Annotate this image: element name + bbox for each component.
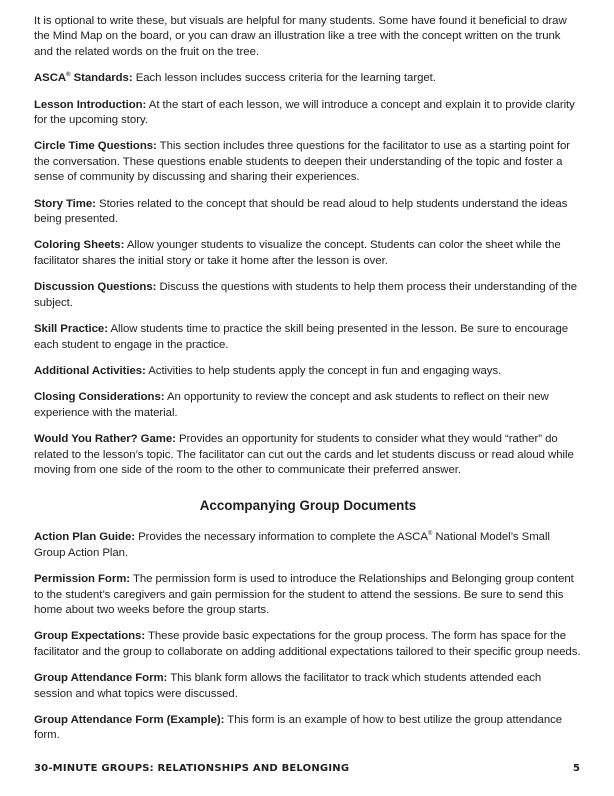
page-footer [34,762,580,778]
page-content [34,14,582,755]
item-term: Circle Time Questions: [34,140,157,153]
item-term: Group Expectations: [34,630,146,643]
item-description: Discuss the questions with students to help them process their understanding of the subject. [34,281,578,309]
item-coloring-sheets [34,238,582,269]
item-description: Provides the necessary information to complete the ASCA® National Model’s Small Group Action Plan. [34,531,550,559]
page-number: 5 [573,763,580,774]
item-description: These provide basic expectations for the group process. The form has space for the facilitator and the group to collaborate on adding additional expectations tailored to their specific group needs. [34,630,581,658]
item-group-expectations [34,629,582,660]
item-term: Lesson Introduction: [34,98,147,111]
item-description: Allow students time to practice the skill being presented in the lesson. Be sure to encourage each student to engage in the practice. [34,323,569,351]
footer-book-title: 30-MINUTE GROUPS: RELATIONSHIPS AND BELONGING [34,763,350,774]
item-action-plan-guide [34,530,582,561]
item-description: Allow younger students to visualize the concept. Students can color the sheet while the facilitator shares the initial story or take it home after the lesson is over. [34,239,561,267]
item-term: Would You Rather? Game: [34,433,176,446]
item-description: Provides an opportunity for students to consider what they would “rather” do related to the lesson’s topic. The facilitator can cut out the cards and let students discuss or read aloud while moving from one side of the room to the other to communicate their preferred answer. [34,433,574,476]
item-term: Permission Form: [34,573,131,586]
item-circle-time-questions [34,139,582,185]
item-skill-practice [34,322,582,353]
item-description: Activities to help students apply the concept in fun and engaging ways. [145,364,502,377]
item-lesson-introduction [34,98,582,129]
item-asca-standards [34,71,582,86]
item-term: Closing Considerations: [34,391,165,404]
item-description: This blank form allows the facilitator to track which students attended each session and what topics were discussed. [34,672,542,700]
item-description: The permission form is used to introduce the Relationships and Belonging group content to the student’s caregivers and gain permission for the student to attend the sessions. Be sure to send this home about two weeks before the group starts. [34,573,574,616]
item-description: Each lesson includes success criteria for the learning target. [132,72,436,85]
item-term: Additional Activities: [34,364,146,377]
item-term: Group Attendance Form (Example): [34,714,225,726]
item-term: Discussion Questions: [34,281,157,294]
item-description: This form is an example of how to best utilize the group attendance form. [34,714,563,742]
item-group-attendance-form-example [34,713,582,744]
intro-paragraph: It is optional to write these, but visuals are helpful for many students. Some have found it beneficial to draw the Mind Map on the board, or you can draw an illustration like a tree with the concept written on the trunk and the related words on the fruit on the tree. [34,15,567,58]
item-term: Story Time: [34,197,96,210]
item-term: Action Plan Guide: [34,531,135,544]
item-term: Coloring Sheets: [34,239,125,252]
item-term: ASCA® Standards: [34,72,133,85]
item-discussion-questions [34,280,582,311]
item-description: At the start of each lesson, we will introduce a concept and explain it to provide clarity for the upcoming story. [34,98,575,127]
item-term: Skill Practice: [34,323,108,336]
item-description: Stories related to the concept that should be read aloud to help students understand the ideas being presented. [34,197,568,226]
item-description: This section includes three questions for the facilitator to use as a starting point for the conversation. These questions enable students to deepen their understanding of the topic and foster a sense of community by discussing and sharing their experiences. [34,140,570,184]
section-heading: Accompanying Group Documents [199,498,417,514]
item-would-you-rather-game [34,432,582,478]
item-story-time [34,197,582,228]
item-group-attendance-form [34,671,582,702]
item-permission-form [34,572,582,618]
item-closing-considerations [34,390,582,421]
item-description: An opportunity to review the concept and ask students to reflect on their new experience with the material. [34,391,549,419]
item-term: Group Attendance Form: [34,672,168,685]
item-additional-activities [34,364,582,379]
